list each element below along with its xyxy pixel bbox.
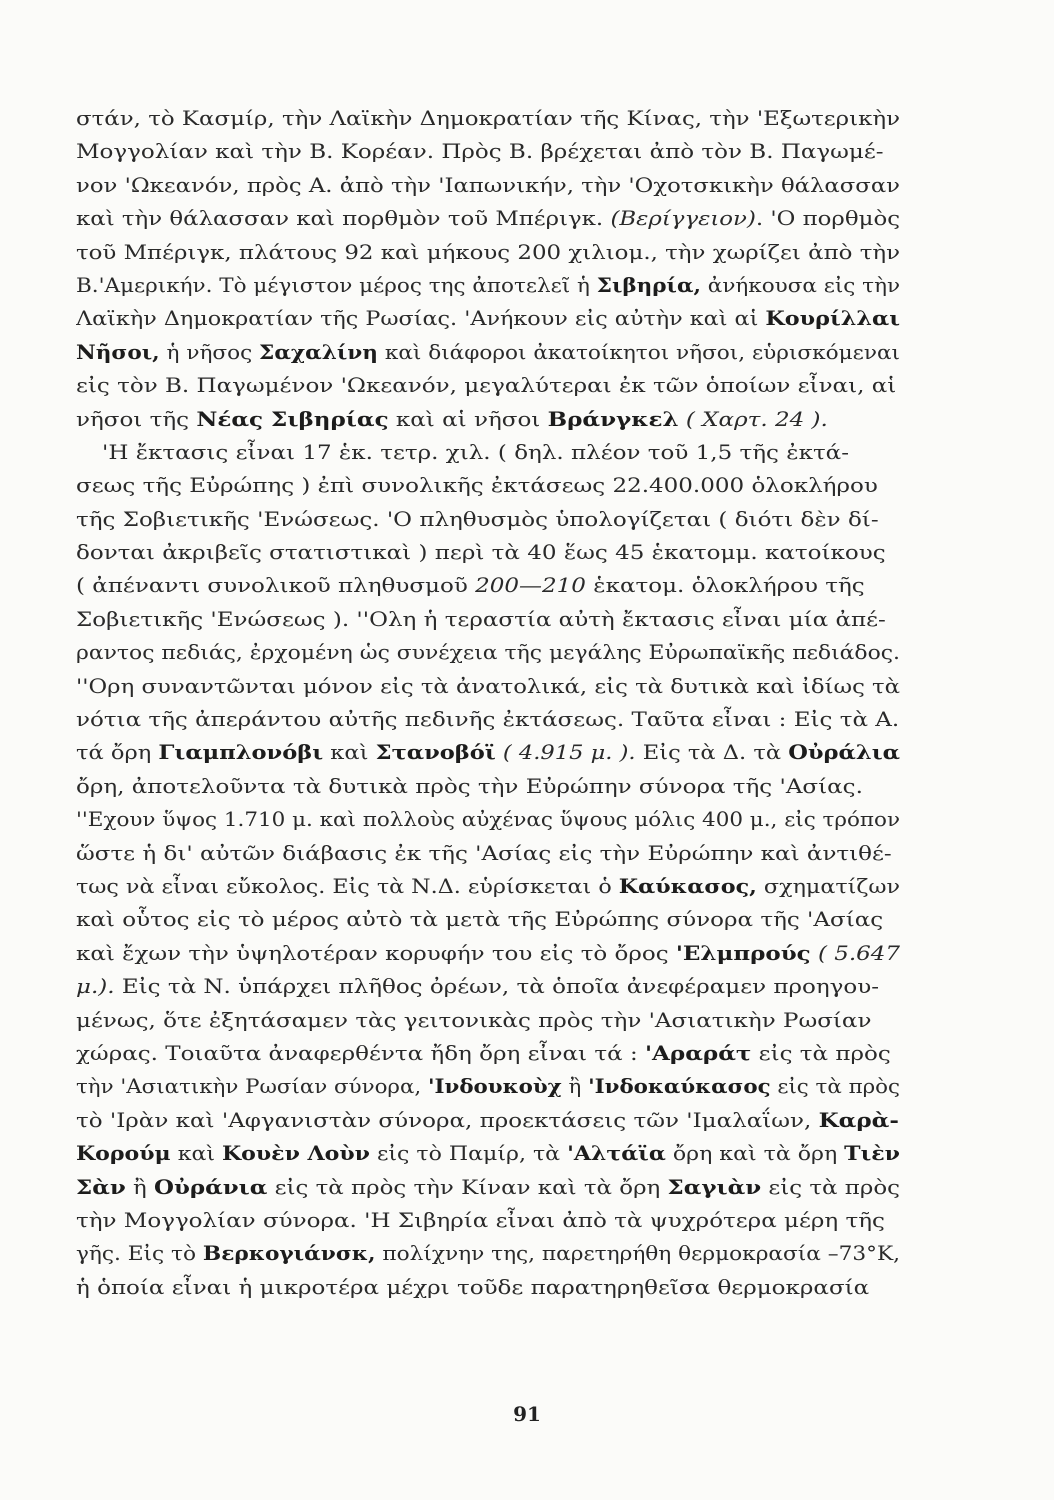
text-segment: εἰς τὸ Παμίρ, τὰ bbox=[369, 1141, 568, 1166]
text-segment: τὴν Μογγολίαν σύνορα. 'Η Σιβηρία εἶναι ἀπὸ τὰ ψυχρότερα μέρη τῆς bbox=[76, 1207, 885, 1232]
text-line bbox=[76, 770, 900, 803]
text-segment: καὶ bbox=[170, 1141, 223, 1166]
text-segment: τοῦ Μπέριγκ, πλάτους 92 καὶ μήκους 200 χιλιομ., τὴν χωρίζει ἀπὸ τὴν bbox=[76, 239, 900, 264]
text-segment: Κουρίλλαι bbox=[765, 306, 900, 331]
text-segment: εἰς τὰ πρὸς bbox=[751, 1040, 891, 1065]
text-line bbox=[76, 269, 900, 302]
text-segment: ( 5.647 bbox=[817, 940, 900, 965]
text-segment: καὶ bbox=[323, 740, 376, 765]
text-segment: 'Ινδοκαύκασος bbox=[588, 1074, 771, 1099]
text-segment: . 'Ο πορθμὸς bbox=[755, 206, 900, 231]
text-segment: τῆς Σοβιετικῆς 'Ενώσεως. 'Ο πληθυσμὸς ὑπολογίζεται ( διότι δὲν δί- bbox=[76, 506, 879, 531]
text-line bbox=[76, 603, 900, 636]
text-segment: ἀνήκουσα εἰς τὴν bbox=[700, 272, 900, 297]
text-line bbox=[76, 870, 900, 903]
text-segment: ἢ bbox=[125, 1174, 155, 1199]
text-segment: ὄρη καὶ τὰ ὄρη bbox=[665, 1141, 845, 1166]
text-segment: σχηματίζων bbox=[756, 873, 900, 898]
text-segment: εἰς τὰ πρὸς τὴν Κίναν καὶ τὰ ὄρη bbox=[267, 1174, 668, 1199]
text-line bbox=[76, 436, 926, 469]
text-segment: καὶ αἱ νῆσοι bbox=[388, 406, 548, 431]
text-segment: τως νὰ εἶναι εὔκολος. Εἰς τὰ Ν.Δ. εὑρίσκεται ὁ bbox=[76, 873, 619, 898]
text-segment: Βράνγκελ bbox=[547, 406, 679, 431]
text-segment: ὄρη, ἀποτελοῦντα τὰ δυτικὰ πρὸς τὴν Εὐρώπην σύνορα τῆς 'Ασίας. bbox=[76, 773, 863, 798]
text-segment: μ.). bbox=[76, 974, 115, 999]
text-segment: νον 'Ωκεανόν, πρὸς Α. ἀπὸ τὴν 'Ιαπωνικήν, τὴν 'Οχοτσκικὴν θάλασσαν bbox=[76, 172, 900, 197]
text-segment: καὶ τὴν θάλασσαν καὶ πορθμὸν τοῦ Μπέριγκ. bbox=[76, 206, 611, 231]
text-segment: (Βερίγγειον) bbox=[610, 206, 756, 231]
text-line bbox=[76, 703, 900, 736]
text-line bbox=[76, 937, 900, 970]
text-segment: ( Χαρτ. 24 ). bbox=[685, 406, 828, 431]
text-segment: ''Εχουν ὕψος 1.710 μ. καὶ πολλοὺς αὐχένας ὕψους μόλις 400 μ., εἰς τρόπον bbox=[76, 807, 900, 832]
text-segment: Κορούμ bbox=[76, 1141, 171, 1166]
text-segment: Βερκογιάνσκ, bbox=[202, 1241, 376, 1266]
text-segment: σεως τῆς Εὐρώπης ) ἐπὶ συνολικῆς ἐκτάσεως 22.400.000 ὁλοκλήρου bbox=[76, 473, 878, 498]
body-text bbox=[76, 102, 900, 1304]
text-segment: ἑκατομ. ὁλοκλήρου τῆς bbox=[585, 573, 865, 598]
text-segment: καὶ ἔχων τὴν ὑψηλοτέραν κορυφήν του εἰς τὸ ὄρος bbox=[76, 940, 676, 965]
text-line bbox=[76, 636, 900, 669]
text-segment: Β.'Αμερικήν. Τὸ μέγιστον μέρος της ἀποτελεῖ ἡ bbox=[76, 272, 597, 297]
text-line bbox=[76, 1237, 900, 1270]
text-segment: τά ὄρη bbox=[76, 740, 159, 765]
text-segment: Γιαμπλονόβι bbox=[158, 740, 324, 765]
text-segment: Λαϊκὴν Δημοκρατίαν τῆς Ρωσίας. 'Ανήκουν εἰς αὐτὴν καὶ αἱ bbox=[76, 306, 766, 331]
text-line bbox=[76, 1037, 900, 1070]
text-line bbox=[76, 903, 900, 936]
text-segment: νῆσοι τῆς bbox=[76, 406, 197, 431]
text-segment: Σοβιετικῆς 'Ενώσεως ). ''Ολη ἡ τεραστία αὐτὴ ἔκτασις εἶναι μία ἀπέ- bbox=[76, 606, 886, 631]
text-segment: ( 4.915 μ. ). bbox=[502, 740, 636, 765]
text-segment: εἰς τὰ πρὸς bbox=[761, 1174, 900, 1199]
text-segment: δονται ἀκριβεῖς στατιστικαὶ ) περὶ τὰ 40 ἕως 45 ἑκατομμ. κατοίκους bbox=[76, 540, 886, 565]
text-segment: ἡ νῆσος bbox=[159, 339, 260, 364]
text-segment: 'Αλτάϊα bbox=[567, 1141, 666, 1166]
text-line bbox=[76, 236, 900, 269]
text-segment: 'Η ἔκτασις εἶναι 17 ἑκ. τετρ. χιλ. ( δηλ. πλέον τοῦ 1,5 τῆς ἐκτά- bbox=[102, 439, 849, 464]
text-segment: ἢ bbox=[561, 1074, 589, 1099]
text-segment: εἰς τὸν Β. Παγωμένον 'Ωκεανόν, μεγαλύτεραι ἐκ τῶν ὁποίων εἶναι, αἱ bbox=[76, 373, 897, 398]
text-segment: Σιβηρία, bbox=[596, 272, 701, 297]
text-segment: χώρας. Τοιαῦτα ἀναφερθέντα ἤδη ὄρη εἶναι τά : bbox=[76, 1040, 646, 1065]
text-line bbox=[76, 1171, 900, 1204]
text-segment: στάν, τὸ Κασμίρ, τὴν Λαϊκὴν Δημοκρατίαν τῆς Κίνας, τὴν 'Εξωτερικὴν bbox=[76, 106, 900, 130]
text-segment: Εἰς τὰ Ν. ὑπάρχει πλῆθος ὀρέων, τὰ ὁποῖα ἀνεφέραμεν προηγου- bbox=[114, 974, 880, 999]
text-segment: Σαγιὰν bbox=[667, 1174, 762, 1199]
text-segment: καὶ οὗτος εἰς τὸ μέρος αὐτὸ τὰ μετὰ τῆς Εὐρώπης σύνορα τῆς 'Ασίας bbox=[76, 907, 884, 932]
text-line bbox=[76, 336, 900, 369]
text-segment: Σαχαλίνη bbox=[259, 339, 378, 364]
text-line bbox=[76, 302, 900, 335]
text-line bbox=[76, 1104, 900, 1137]
text-segment: 'Ελμπρούς bbox=[675, 940, 811, 965]
text-segment: Καρὰ- bbox=[818, 1107, 899, 1132]
text-line bbox=[76, 837, 900, 870]
text-line bbox=[76, 102, 900, 135]
text-segment: Στανοβόϊ bbox=[375, 740, 496, 765]
text-line bbox=[76, 403, 900, 436]
text-segment: τὸ 'Ιρὰν καὶ 'Αφγανιστὰν σύνορα, προεκτάσεις τῶν 'Ιμαλαΐων, bbox=[76, 1107, 819, 1132]
text-segment: εἰς τὰ πρὸς bbox=[770, 1074, 900, 1099]
text-line bbox=[76, 1004, 900, 1037]
text-segment: τὴν 'Ασιατικὴν Ρωσίαν σύνορα, bbox=[76, 1074, 428, 1099]
text-line bbox=[76, 169, 900, 202]
text-line bbox=[76, 803, 900, 836]
text-line bbox=[76, 670, 900, 703]
text-segment: Τιὲν bbox=[844, 1141, 900, 1166]
text-segment: 200—210 bbox=[475, 573, 586, 598]
text-segment: Μογγολίαν καὶ τὴν Β. Κορέαν. Πρὸς Β. βρέχεται ἀπὸ τὸν Β. Παγωμέ- bbox=[76, 139, 884, 164]
text-line bbox=[76, 469, 900, 502]
text-line bbox=[76, 1204, 900, 1237]
text-segment bbox=[496, 740, 503, 764]
text-line bbox=[76, 1137, 900, 1170]
text-segment: ὥστε ἡ δι' αὐτῶν διάβασις ἐκ τῆς 'Ασίας εἰς τὴν Εὐρώπην καὶ ἀντιθέ- bbox=[76, 840, 892, 865]
text-line bbox=[76, 503, 900, 536]
text-line bbox=[76, 736, 900, 769]
text-segment: 'Ινδουκοὺχ bbox=[427, 1074, 562, 1099]
text-segment: Κουὲν Λοὺν bbox=[222, 1141, 370, 1166]
text-line bbox=[76, 569, 900, 602]
text-line bbox=[76, 536, 900, 569]
text-segment: ραντος πεδιάς, ἐρχομένη ὡς συνέχεια τῆς μεγάλης Εὐρωπαϊκῆς πεδιάδος. bbox=[76, 640, 900, 665]
text-segment: καὶ διάφοροι ἀκατοίκητοι νῆσοι, εὑρισκόμεναι bbox=[377, 339, 900, 364]
text-line bbox=[76, 135, 900, 168]
text-segment: μένως, ὅτε ἐξητάσαμεν τὰς γειτονικὰς πρὸς τὴν 'Ασιατικὴν Ρωσίαν bbox=[76, 1007, 872, 1032]
text-segment: ἡ ὁποία εἶναι ἡ μικροτέρα μέχρι τοῦδε παρατηρηθεῖσα θερμοκρασία bbox=[76, 1274, 870, 1299]
text-segment: γῆς. Εἰς τὸ bbox=[76, 1241, 203, 1266]
text-segment: ( ἀπέναντι συνολικοῦ πληθυσμοῦ bbox=[76, 573, 476, 598]
text-line bbox=[76, 1271, 900, 1304]
text-segment: πολίχνην της, παρετηρήθη θερμοκρασία –73°Κ, bbox=[375, 1241, 900, 1266]
text-line bbox=[76, 1070, 900, 1103]
text-line bbox=[76, 369, 900, 402]
page-number: 91 bbox=[513, 1402, 541, 1426]
text-line bbox=[76, 202, 900, 235]
text-segment: ''Ορη συναντῶνται μόνον εἰς τὰ ἀνατολικά, εἰς τὰ δυτικὰ καὶ ἰδίως τὰ bbox=[76, 673, 900, 698]
text-segment: νότια τῆς ἀπεράντου αὐτῆς πεδινῆς ἐκτάσεως. Ταῦτα εἶναι : Εἰς τὰ Α. bbox=[76, 707, 900, 732]
text-line bbox=[76, 970, 900, 1003]
text-segment: Καύκασος, bbox=[618, 873, 757, 898]
text-segment: 'Αραράτ bbox=[645, 1040, 752, 1065]
text-segment: Οὐράλια bbox=[788, 740, 900, 765]
text-segment: Νέας Σιβηρίας bbox=[196, 406, 389, 431]
text-segment: Νῆσοι, bbox=[76, 339, 160, 364]
text-segment: Σὰν bbox=[76, 1174, 126, 1199]
text-segment: Οὐράνια bbox=[154, 1174, 268, 1199]
text-segment: Εἰς τὰ Δ. τὰ bbox=[635, 740, 789, 765]
